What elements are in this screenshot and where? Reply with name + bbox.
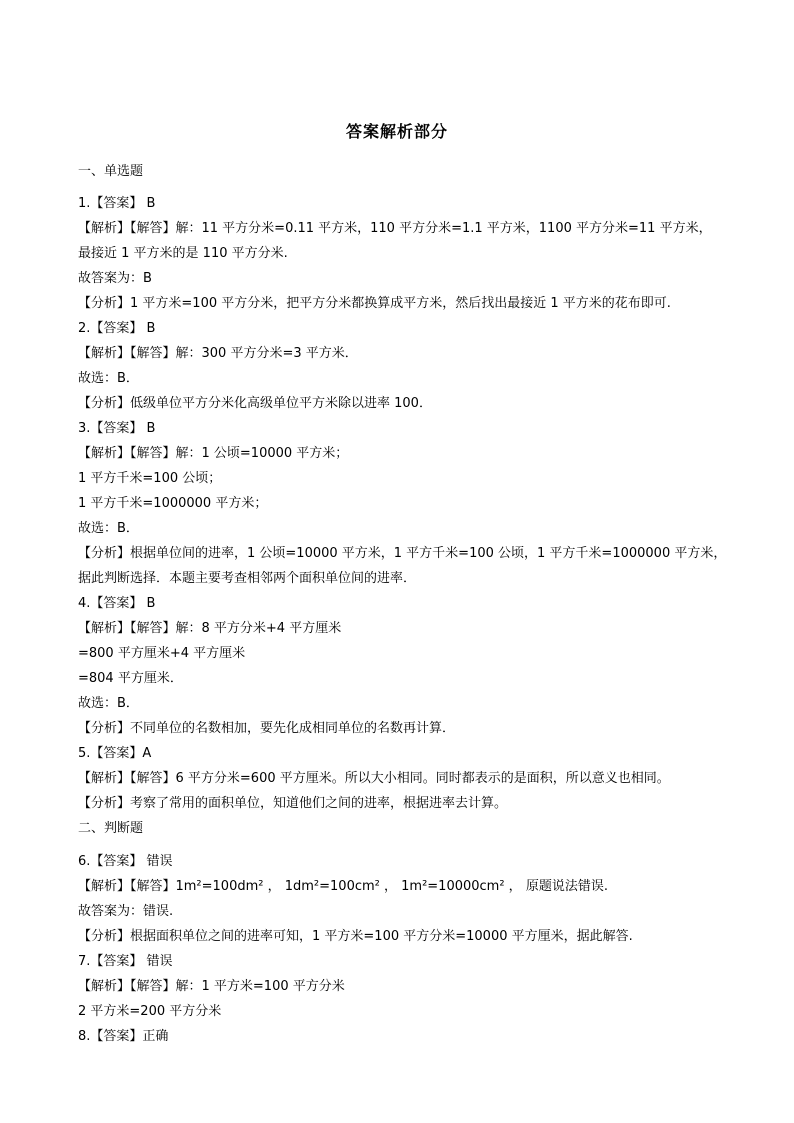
analysis-note-line: 【分析】根据单位间的进率，1 公顷=10000 平方米，1 平方千米=100 公顷，1 平方千米=1000000 平方米， <box>78 546 727 561</box>
analysis-line: 【解析】【解答】解：300 平方分米=3 平方米． <box>78 346 358 361</box>
analysis-line: 【解析】【解答】解：8 平方分米+4 平方厘米 <box>78 621 342 636</box>
answer-line: 1.【答案】 B <box>78 196 156 211</box>
answer-line: 3.【答案】 B <box>78 421 156 436</box>
page-title: 答案解析部分 <box>345 122 448 141</box>
analysis-line: =804 平方厘米． <box>78 671 183 686</box>
analysis-note-line: 【分析】根据面积单位之间的进率可知，1 平方米=100 平方分米=10000 平方厘米，据此解答. <box>78 929 633 944</box>
conclusion-line: 故答案为：错误. <box>78 904 174 919</box>
answer-line: 4.【答案】 B <box>78 596 156 611</box>
answer-line: 7.【答案】 错误 <box>78 954 173 969</box>
analysis-line: 最接近 1 平方米的是 110 平方分米. <box>78 246 288 261</box>
analysis-line: 【解析】【解答】解：1 平方米=100 平方分米 <box>78 979 345 994</box>
section-heading-single-choice: 一、单选题 <box>78 164 144 179</box>
analysis-line: 2 平方米=200 平方分米 <box>78 1004 222 1019</box>
analysis-line: 【解析】【解答】1m²=100dm² ， 1dm²=100cm² ， 1m²=10000cm² ， 原题说法错误. <box>78 879 608 894</box>
answer-line: 8.【答案】正确 <box>78 1029 169 1044</box>
analysis-note-line: 【分析】考察了常用的面积单位，知道他们之间的进率，根据进率去计算。 <box>78 796 508 811</box>
analysis-line: 1 平方千米=1000000 平方米； <box>78 496 268 511</box>
analysis-note-line: 【分析】不同单位的名数相加，要先化成相同单位的名数再计算． <box>78 721 456 736</box>
analysis-note-line: 【分析】1 平方米=100 平方分米，把平方分米都换算成平方米，然后找出最接近 1 平方米的花布即可. <box>78 296 671 311</box>
conclusion-line: 故答案为：B <box>78 271 152 286</box>
analysis-line: 【解析】【解答】解：11 平方分米=0.11 平方米，110 平方分米=1.1 平方米，1100 平方分米=11 平方米， <box>78 221 712 236</box>
conclusion-line: 故选：B． <box>78 371 139 386</box>
section-heading-true-false: 二、判断题 <box>78 821 144 836</box>
answer-line: 6.【答案】 错误 <box>78 854 173 869</box>
analysis-note-line: 【分析】低级单位平方分米化高级单位平方米除以进率 100． <box>78 396 432 411</box>
answer-line: 5.【答案】A <box>78 746 152 761</box>
analysis-line: 1 平方千米=100 公顷； <box>78 471 222 486</box>
analysis-note-line: 据此判断选择．本题主要考查相邻两个面积单位间的进率． <box>78 571 417 586</box>
answer-line: 2.【答案】 B <box>78 321 156 336</box>
conclusion-line: 故选：B． <box>78 521 139 536</box>
analysis-line: 【解析】【解答】6 平方分米=600 平方厘米。所以大小相同。同时都表示的是面积，所以意义也相同。 <box>78 771 670 786</box>
conclusion-line: 故选：B． <box>78 696 139 711</box>
analysis-line: 【解析】【解答】解：1 公顷=10000 平方米； <box>78 446 349 461</box>
analysis-line: =800 平方厘米+4 平方厘米 <box>78 646 246 661</box>
